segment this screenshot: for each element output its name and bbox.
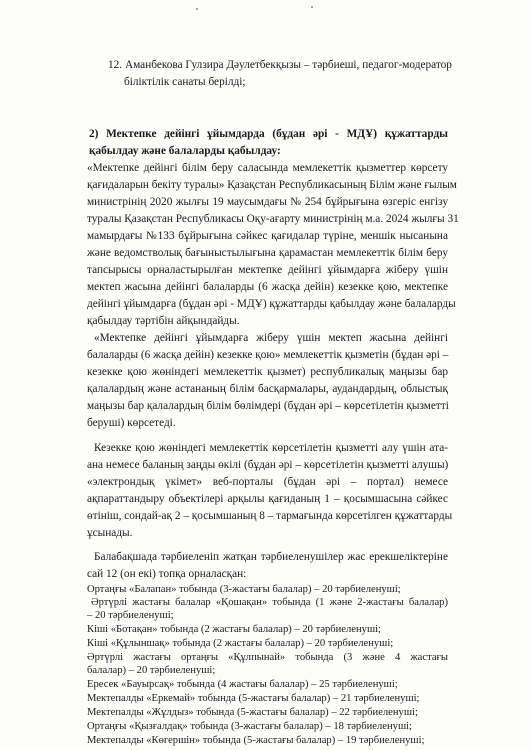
- scan-speck: [311, 6, 313, 8]
- paragraph-line: кезекке қою жөніндегі мемлекеттік қызмет) республикалық маңызы бар: [87, 366, 448, 378]
- paragraph-line: балаларды (6 жасқа дейін) кезекке қою» мемлекеттік қызметін (бұдан әрі –: [87, 349, 449, 361]
- section-heading: 2) Мектепке дейінгі ұйымдарда (бұдан әрі - МДҰ) құжаттарды: [89, 128, 448, 140]
- paragraph-line: қалалардың және астананың білім басқармалары, аудандардың, облыстық: [87, 383, 448, 395]
- group-item: Кіші «Ботақан» тобында (2 жастағы балалар) – 20 тәрбиеленуші;: [87, 624, 381, 635]
- paragraph-line: Кезекке қою жөніндегі мемлекеттік көрсетілетін қызметті алу үшін ата-: [94, 442, 448, 454]
- group-item: Ортаңғы «Қызғалдақ» тобында (3-жастағы балалар) – 18 тәрбиеленуші;: [87, 721, 412, 732]
- group-item: Ересек «Бауырсақ» тобында (4 жастағы балалар) – 25 тәрбиеленуші;: [87, 679, 398, 690]
- section-heading: қабылдау және балаларды қабылдау:: [89, 145, 281, 157]
- paragraph-line: ұсынады.: [87, 527, 133, 539]
- paragraph-line: қағидаларын бекіту туралы» Қазақстан Республикасының Білім және ғылым: [87, 179, 457, 191]
- item12-line: біліктілік санаты берілді;: [124, 76, 246, 88]
- paragraph-line: беруші) көрсетеді.: [87, 417, 176, 429]
- paragraph-line: маңызы бар қалалардың білім бөлімдері (бұдан әрі – көрсетілетін қызметті: [87, 400, 449, 412]
- group-item: Әртүрлі жастағы ортаңғы «Құлпынай» тобында (3 және 4 жастағы: [87, 652, 448, 663]
- group-item: – 20 тәрбиеленуші;: [87, 610, 174, 621]
- group-item: Кіші «Құлыншақ» тобында (2 жастағы балалар) – 20 тәрбиеленуші;: [87, 638, 394, 649]
- paragraph-line: Балабақшада тәрбиеленіп жатқан тәрбиеленушілер жас ерекшеліктеріне: [94, 551, 448, 563]
- paragraph-line: «электрондық үкімет» веб-порталы (бұдан әрі – портал) немесе: [87, 476, 448, 488]
- group-item: Әртүрлі жастағы балалар «Қошақан» тобында (1 және 2-жастағы балалар): [91, 597, 448, 608]
- scan-speck: [196, 8, 198, 10]
- paragraph-line: ақпараттандыру объектілері арқылы қағиданың 1 – қосымшасына сәйкес: [87, 493, 448, 505]
- group-item: Мектепалды «Жұлдыз» тобында (5-жастағы балалар) – 22 тәрбиеленуші;: [87, 707, 418, 718]
- paragraph-line: қабылдау тәртібін айқындайды.: [87, 315, 240, 327]
- paragraph-line: және ведомстволық бағыныстылығына қарамастан мемлекеттік білім беру: [87, 247, 448, 259]
- paragraph-line: министрінің 2020 жылғы 19 маусымдағы № 254 бұйрығына өзгеріс енгізу: [87, 196, 448, 208]
- paragraph-line: мектеп жасына дейінгі балаларды (6 жасқа дейін) кезекке қою, мектепке: [87, 281, 448, 293]
- paragraph-line: мамырдағы №133 бұйрығына сәйкес қағидалар түріне, меншік нысанына: [87, 230, 448, 242]
- group-item: Ортаңғы «Балапан» тобында (3-жастағы балалар) – 20 тәрбиеленуші;: [87, 584, 401, 595]
- paragraph-line: дейінгі ұйымдарға (бұдан әрі - МДҰ) құжаттарды қабылдау және балаларды: [87, 298, 456, 310]
- group-item: Мектепалды «Көгершін» тобында (5-жастағы балалар) – 19 тәрбиеленуші;: [87, 735, 425, 746]
- paragraph-line: өтініш, сондай-ақ 2 – қосымшаның 8 – тармағында көрсетілген құжаттарды: [87, 510, 453, 522]
- paragraph-line: тапсырысы орналастырылған мектепке дейінгі ұйымдарға жіберу үшін: [87, 264, 448, 276]
- paragraph-line: «Мектепке дейінгі білім беру саласында мемлекеттік қызметтер көрсету: [87, 162, 448, 174]
- group-item: Мектепалды «Еркемай» тобында (5-жастағы балалар) – 21 тәрбиеленуші;: [87, 693, 420, 704]
- group-item: балалар) – 20 тәрбиеленуші;: [87, 665, 216, 676]
- paragraph-line: ана немесе баланың заңды өкілі (бұдан әрі – көрсетілетін қызметті алушы): [87, 459, 449, 471]
- item12-line: 12. Аманбекова Гулзира Дәулетбекқызы – тәрбиеші, педагог-модератор: [108, 59, 452, 71]
- paragraph-line: сай 12 (он екі) топқа орналасқан:: [87, 568, 247, 580]
- paragraph-line: «Мектепке дейінгі ұйымдарға жіберу үшін мектеп жасына дейінгі: [94, 332, 448, 344]
- paragraph-line: туралы Қазақстан Республикасы Оқу-ағарту министрінің м.а. 2024 жылғы 31: [87, 213, 459, 225]
